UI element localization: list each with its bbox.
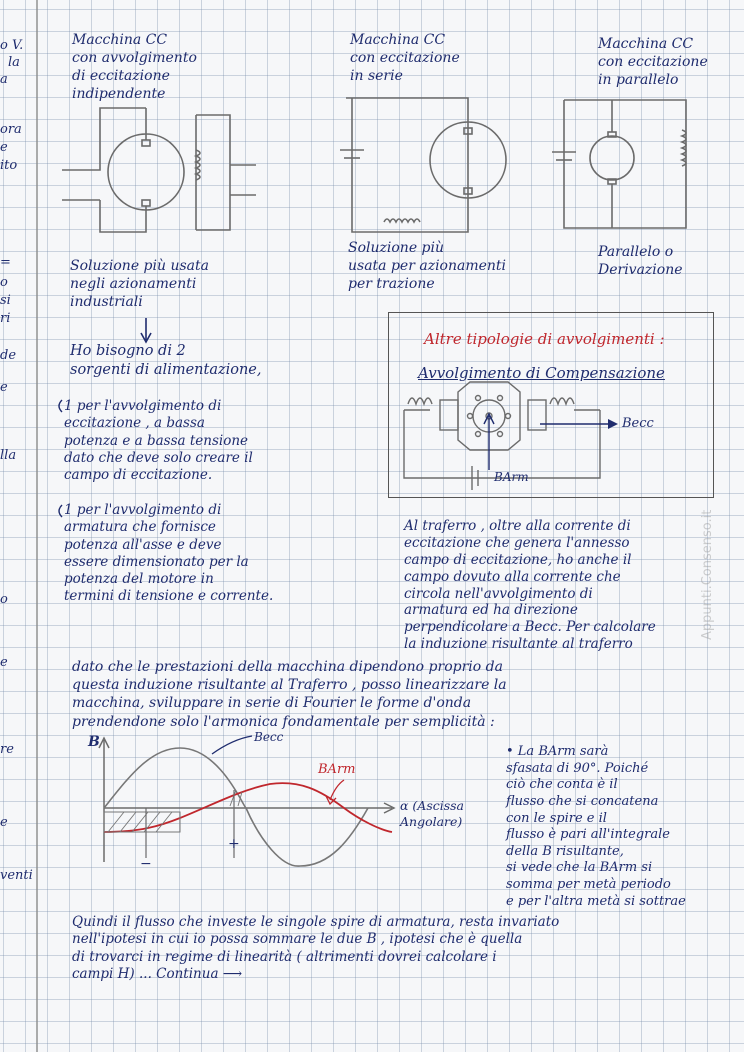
hatch-lines [108,790,242,832]
margin-fragment: e [0,140,8,155]
margin-fragment: ora [0,122,22,137]
graph-label-becc: Becc [254,730,284,744]
margin-fragment: o [0,592,8,607]
box-title: Altre tipologie di avvolgimenti : [424,330,665,348]
text-excitation-source: 1 per l'avvolgimento di eccitazione , a bassa potenza e a bassa tensione dato che deve solo creare il campo di eccitazione. [64,398,253,484]
margin-fragment: ri [0,311,11,326]
margin-fragment: o [0,275,8,290]
graph-label-b: B [88,734,100,750]
margin-fragment: ito [0,158,18,173]
margin-fragment: de [0,348,17,363]
text-two-sources: Ho bisogno di 2 sorgenti di alimentazione, [70,343,262,378]
text-traferro: Al traferro , oltre alla corrente di eccitazione che genera l'annesso campo di eccitazione, ho anche il campo dovuto alla corrente che circola nell'avvolgimento di armatura ed ha direzione perpendicolare a Becc. Per calcolare la induzione risultante al traferro [404,518,656,653]
margin-fragment: o V. [0,38,24,53]
margin-fragment: e [0,380,8,395]
watermark-text: Appunti.Consenso.it [700,509,715,640]
margin-fragment: a [0,72,8,87]
text-conclusion: Quindi il flusso che investe le singole spire di armatura, resta invariato nell'ipotesi in cui io possa sommare le due B , ipotesi che è quella di trovarci in regime di linearità ( altrimenti dovrei calcolare i campi H) ... Continua ⟶ [72,914,560,982]
graph-label-alpha: α (Ascissa Angolare) [400,798,465,829]
caption-parallel: Parallelo o Derivazione [598,244,683,278]
graph-axes [99,738,394,862]
title-series-excitation: Macchina CC con eccitazione in serie [350,32,460,84]
margin-fragment: = [0,255,11,270]
box-subtitle: Avvolgimento di Compensazione [418,364,665,382]
title-independent-excitation: Macchina CC con avvolgimento di eccitazione indipendente [72,32,197,102]
margin-fragment: e [0,815,8,830]
graph-label-barm: BArm [318,762,356,777]
margin-fragment: si [0,293,11,308]
caption-independent: Soluzione più usata negli azionamenti industriali [70,258,209,310]
caption-series: Soluzione più usata per azionamenti per trazione [348,240,507,292]
margin-fragment: la [8,55,20,70]
margin-fragment: re [0,742,14,757]
graph-label-minus: − [140,856,152,872]
label-barm: BArm [494,470,529,484]
text-graph-notes: • La BArm sarà sfasata di 90°. Poiché ciò che conta è il flusso che si concatena con le spire e il flusso è pari all'integrale della B risultante, si vede che la BArm si somma per metà periodo e per l'altra metà si sottrae [506,744,686,909]
label-becc: Becc [622,416,654,431]
text-linearization: dato che le prestazioni della macchina dipendono proprio da questa induzione risultante al Traferro , posso linearizzare la macchina, sviluppare in serie di Fourier le forme d'onda prendendone solo l'armonica fondamentale per semplicità : [72,659,507,730]
margin-fragment: venti [0,868,33,883]
text-armature-source: 1 per l'avvolgimento di armatura che fornisce potenza all'asse e deve essere dimensionato per la potenza del motore in termini di tensione e corrente. [64,502,274,605]
margin-fragment: lla [0,448,17,463]
title-parallel-excitation: Macchina CC con eccitazione in parallelo [598,36,708,88]
margin-fragment: e [0,655,8,670]
graph-label-plus: + [228,836,240,852]
